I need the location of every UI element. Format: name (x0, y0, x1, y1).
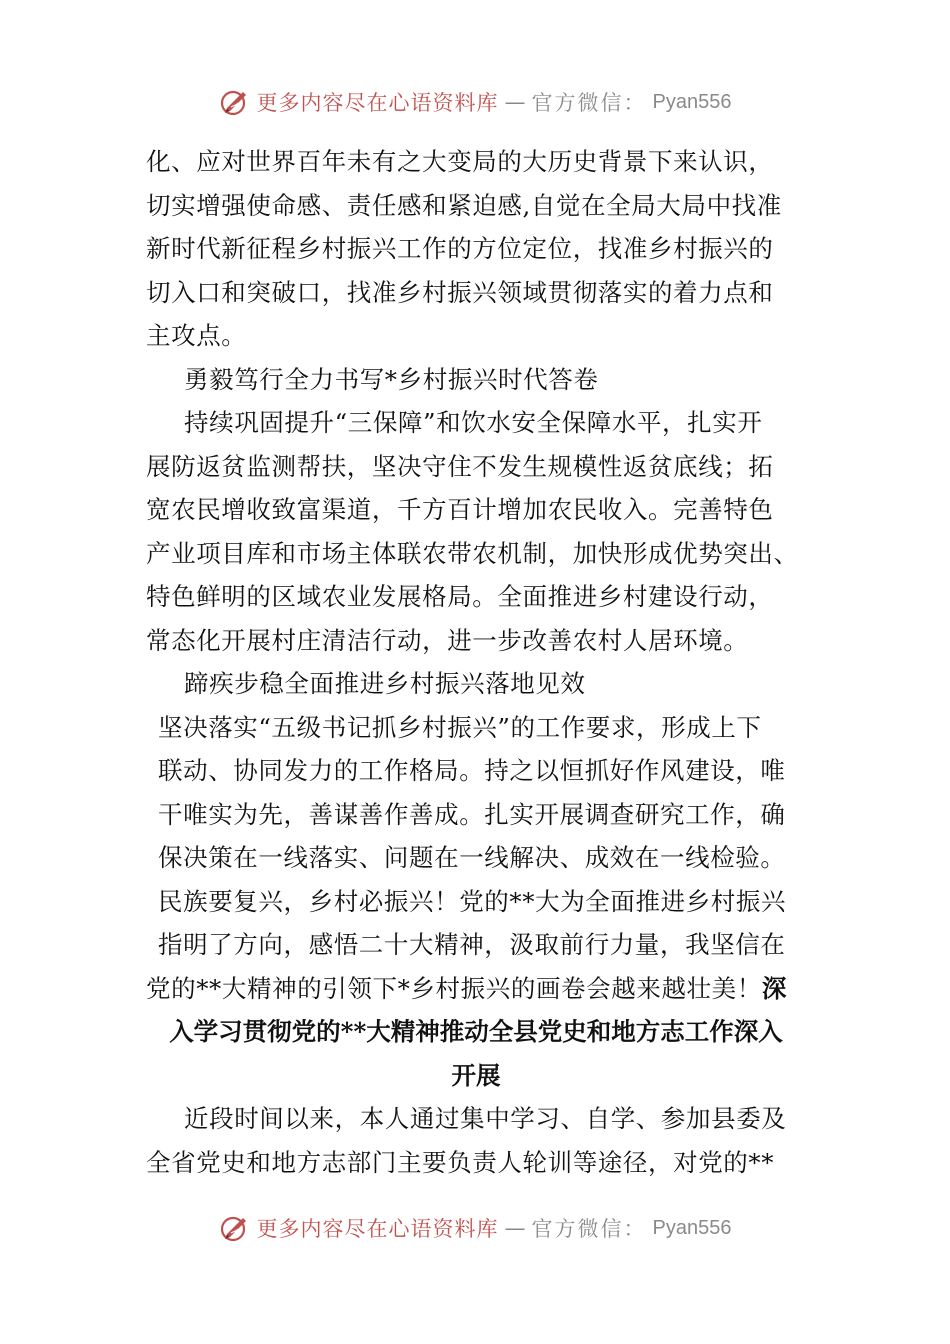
watermark-separator: — (504, 1216, 526, 1240)
text-line: 主攻点。 (146, 321, 247, 350)
article-title: 开展 (451, 1060, 501, 1090)
section-heading: 勇毅笃行全力书写*乡村振兴时代答卷 (184, 364, 599, 394)
text-line: 坚决落实“五级书记抓乡村振兴”的工作要求，形成上下 (158, 712, 762, 742)
text-line: 新时代新征程乡村振兴工作的方位定位，找准乡村振兴的 (146, 234, 774, 263)
text-line: 近段时间以来，本人通过集中学习、自学、参加县委及 (184, 1104, 787, 1133)
watermark-footer (0, 1208, 950, 1248)
watermark-label: 官方微信： (531, 91, 647, 115)
watermark-id: Pyan556 (652, 1216, 732, 1239)
text-line: 全省党史和地方志部门主要负责人轮训等途径，对党的** (146, 1147, 775, 1177)
title-start: 深 (761, 973, 787, 1003)
text-line: 联动、协同发力的工作格局。持之以恒抓好作风建设，唯 (158, 756, 786, 785)
text-line: 常态化开展村庄清洁行动，进一步改善农村人居环境。 (146, 625, 749, 655)
text-line: 民族要复兴，乡村必振兴！党的**大为全面推进乡村振兴 (158, 886, 787, 916)
text-line: 持续巩固提升“三保障”和饮水安全保障水平，扎实开 (184, 408, 763, 437)
text-line: 指明了方向，感悟二十大精神，汲取前行力量，我坚信在 (158, 930, 786, 959)
text-line-content: 党的**大精神的引领下*乡村振兴的画卷会越来越壮美！ (146, 973, 762, 1003)
text-line: 干唯实为先，善谋善作善成。扎实开展调查研究工作，确 (158, 799, 786, 829)
watermark-id: Pyan556 (652, 90, 732, 113)
text-line (146, 967, 806, 1011)
watermark-separator: — (504, 90, 526, 114)
text-line: 宽农民增收致富渠道，千方百计增加农民收入。完善特色 (146, 495, 774, 524)
watermark-name: 更多内容尽在心语资料库 (256, 1217, 499, 1241)
pen-logo-icon (219, 86, 251, 118)
text-line: 切入口和突破口，找准乡村振兴领域贯彻落实的着力点和 (146, 277, 774, 307)
watermark-label: 官方微信： (531, 1217, 647, 1241)
text-line: 展防返贫监测帮扶，坚决守住不发生规模性返贫底线；拓 (146, 451, 774, 481)
pen-logo-icon (219, 1212, 251, 1244)
text-line: 切实增强使命感、责任感和紧迫感,自觉在全局大局中找准 (146, 190, 782, 220)
watermark-header (0, 82, 950, 122)
text-line: 化、应对世界百年未有之大变局的大历史背景下来认识， (146, 147, 774, 176)
document-body (146, 140, 806, 1184)
text-line: 保决策在一线落实、问题在一线解决、成效在一线检验。 (158, 843, 786, 872)
text-line: 产业项目库和市场主体联农带农机制，加快形成优势突出、 (146, 538, 799, 568)
text-line: 特色鲜明的区域农业发展格局。全面推进乡村建设行动， (146, 582, 774, 611)
watermark-name: 更多内容尽在心语资料库 (256, 91, 499, 115)
section-heading: 蹄疾步稳全面推进乡村振兴落地见效 (184, 669, 586, 698)
article-title: 入学习贯彻党的**大精神推动全县党史和地方志工作深入 (169, 1017, 783, 1046)
